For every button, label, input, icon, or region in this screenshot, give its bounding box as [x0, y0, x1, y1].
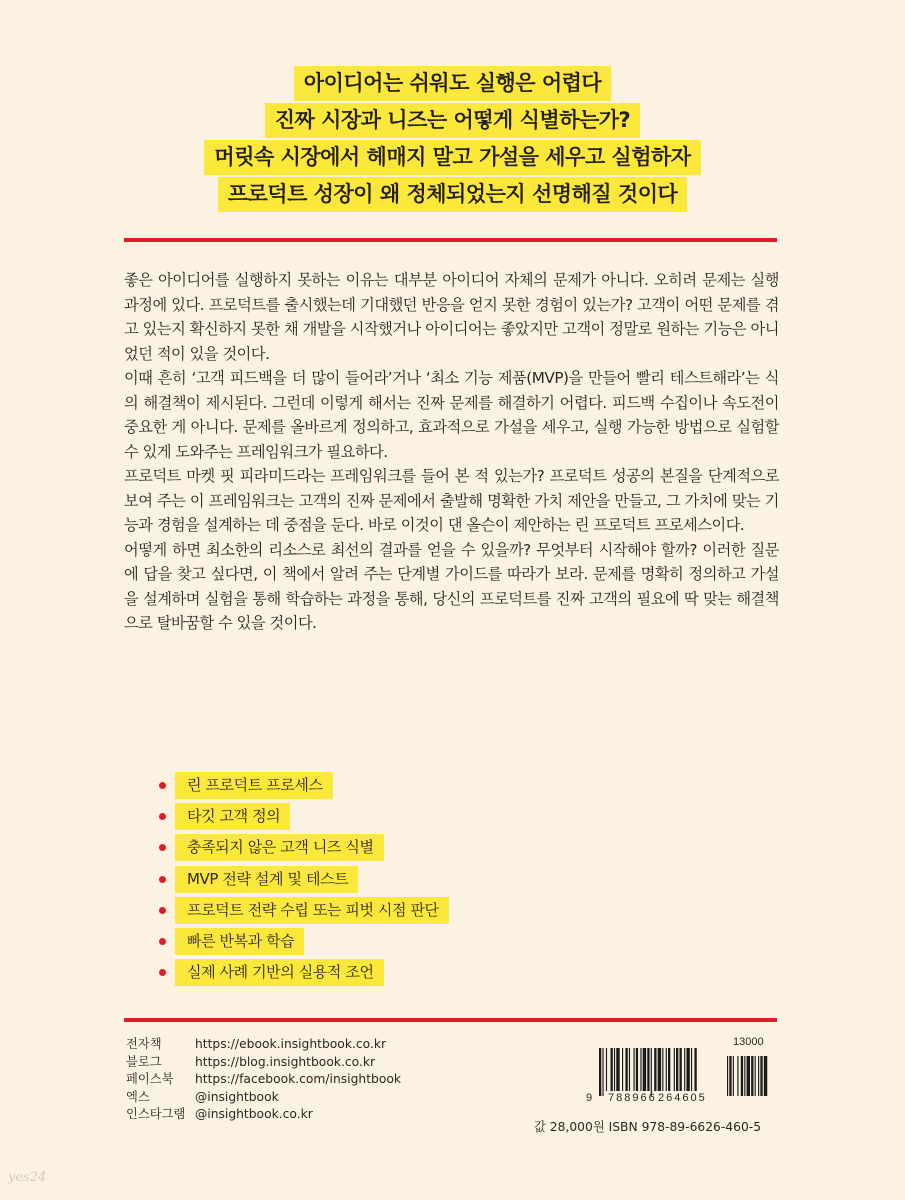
feature-list — [150, 772, 650, 990]
barcode-bar — [654, 1048, 656, 1091]
barcode-addon-bar — [729, 1056, 731, 1096]
link-row — [126, 1106, 401, 1124]
link-label: 전자책 — [126, 1037, 162, 1051]
link-row — [126, 1071, 401, 1089]
barcode-bar — [599, 1048, 601, 1096]
barcode-bar — [611, 1048, 613, 1091]
red-bullet-icon — [159, 876, 166, 883]
headline-line: 머릿속 시장에서 헤매지 말고 가설을 세우고 실험하자 — [204, 140, 700, 175]
red-bullet-icon — [159, 782, 166, 789]
barcode-addon-bar — [764, 1056, 767, 1096]
feature-label: MVP 전략 설계 및 테스트 — [175, 866, 358, 893]
barcode-bar — [643, 1048, 646, 1091]
feature-item — [150, 803, 650, 830]
link-label: 엑스 — [126, 1089, 150, 1104]
barcode-addon-bar — [737, 1056, 738, 1096]
link-row — [126, 1036, 401, 1054]
barcode-bar — [640, 1048, 641, 1091]
body-paragraph: 어떻게 하면 최소한의 리소스로 최선의 결과를 얻을 수 있을까? 무엇부터 시작해야 할까? 이러한 질문에 답을 찾고 싶다면, 이 책에서 알려 주는 단계별 가이드를 따라가 보라. 문제를 명확히 정의하고 가설을 설계하며 실험을 통해 학습하는 과정을 통해, 당신의 프로덕트를 진짜 고객의 필요에 딱 맞는 해결책으로 탈바꿈할 수 있을 것이다. — [124, 540, 779, 632]
red-bullet-icon — [159, 907, 166, 914]
feature-item — [150, 834, 650, 861]
link-row — [126, 1054, 401, 1072]
barcode-bar — [686, 1048, 689, 1091]
barcode-digits-left: 788966 — [608, 1092, 657, 1104]
body-paragraph: 좋은 아이디어를 실행하지 못하는 이유는 대부분 아이디어 자체의 문제가 아니다. 오히려 문제는 실행 과정에 있다. 프로덕트를 출시했는데 기대했던 반응을 얻지 못한 경험이 있는가? 고객이 어떤 문제를 겪고 있는지 확신하지 못한 채 개발을 시작했거나 아이디어는 좋았지만 고객이 정말로 원하는 기능은 아니었던 적이 있을 것이다. — [124, 271, 779, 363]
barcode-bar — [647, 1048, 649, 1091]
body-paragraph: 프로덕트 마켓 핏 피라미드라는 프레임워크를 들어 본 적 있는가? 프로덕트 성공의 본질을 단계적으로 보여 주는 이 프레임워크는 고객의 진짜 문제에서 출발해 명확한 가치 제안을 만들고, 그 가치에 맞는 기능과 경험을 설계하는 데 중점을 둔다. 바로 이것이 댄 올슨이 제안하는 린 프로덕트 프로세스이다. — [124, 467, 779, 534]
feature-label: 충족되지 않은 고객 니즈 식별 — [175, 834, 384, 861]
link-value[interactable]: @insightbook.co.kr — [195, 1107, 313, 1122]
link-label: 블로그 — [126, 1054, 162, 1069]
barcode-bar — [602, 1048, 603, 1096]
red-bullet-icon — [159, 969, 166, 976]
barcode-bar — [658, 1048, 661, 1091]
feature-label: 빠른 반복과 학습 — [175, 928, 304, 955]
publisher-links — [126, 1036, 401, 1124]
barcode-bar — [666, 1048, 667, 1091]
red-bullet-icon — [159, 844, 166, 851]
barcode-addon-bar — [751, 1056, 753, 1096]
barcode-addon-number: 13000 — [733, 1036, 764, 1048]
feature-item — [150, 866, 650, 893]
barcode-bar — [616, 1048, 619, 1091]
feature-item — [150, 897, 650, 924]
feature-label: 실제 사례 기반의 실용적 조언 — [175, 959, 384, 986]
barcode-bar — [606, 1048, 607, 1091]
barcode-bar — [629, 1048, 630, 1091]
barcode-bar — [694, 1048, 696, 1091]
barcode-addon-bar — [744, 1056, 745, 1096]
feature-label: 타깃 고객 정의 — [175, 803, 290, 830]
link-label: 페이스북 — [126, 1072, 174, 1087]
headline-block — [0, 64, 905, 212]
headline-line: 진짜 시장과 니즈는 어떻게 식별하는가? — [265, 103, 641, 138]
barcode-addon-bar — [747, 1056, 750, 1096]
link-value[interactable]: https://blog.insightbook.co.kr — [195, 1054, 376, 1069]
barcode-addon-bar — [760, 1056, 762, 1096]
barcode-bar — [622, 1048, 623, 1091]
bottom-red-divider — [124, 1018, 777, 1022]
link-label: 인스타그램 — [126, 1107, 186, 1122]
top-red-divider — [124, 238, 777, 242]
barcode-bar — [651, 1048, 652, 1096]
barcode-bar — [674, 1048, 675, 1091]
barcode-addon-bar — [741, 1056, 743, 1096]
link-value[interactable]: https://ebook.insightbook.co.kr — [195, 1037, 387, 1051]
barcode-addon-bar — [758, 1056, 759, 1096]
barcode-bar — [614, 1048, 615, 1091]
headline-line: 프로덕트 성장이 왜 정체되었는지 선명해질 것이다 — [218, 177, 688, 212]
barcode-digits-right: 264605 — [658, 1092, 707, 1104]
barcode-bar — [676, 1048, 678, 1091]
link-value[interactable]: https://facebook.com/insightbook — [195, 1072, 401, 1087]
barcode-bar — [668, 1048, 670, 1091]
feature-label: 린 프로덕트 프로세스 — [175, 772, 333, 799]
barcode-bar — [662, 1048, 663, 1091]
barcode-bar — [684, 1048, 685, 1091]
headline-line: 아이디어는 쉬워도 실행은 어렵다 — [294, 66, 611, 101]
red-bullet-icon — [159, 938, 166, 945]
feature-label: 프로덕트 전략 수립 또는 피벗 시점 판단 — [175, 897, 449, 924]
barcode-bar — [680, 1048, 682, 1091]
watermark: yes24 — [8, 1170, 47, 1185]
barcode-digit-first: 9 — [586, 1092, 593, 1104]
barcode-bar — [625, 1048, 627, 1091]
link-row — [126, 1089, 401, 1107]
feature-item — [150, 772, 650, 799]
link-value[interactable]: @insightbook — [195, 1089, 279, 1104]
price-isbn: 값 28,000원 ISBN 978-89-6626-460-5 — [534, 1120, 762, 1134]
barcode-bar — [636, 1048, 638, 1091]
barcode-bar — [691, 1048, 692, 1091]
barcode-addon-bar — [727, 1056, 728, 1096]
body-paragraph: 이때 흔히 ‘고객 피드백을 더 많이 들어라’거나 ‘최소 기능 제품(MVP)을 만들어 빨리 테스트해라’는 식의 해결책이 제시된다. 그런데 이렇게 해서는 진짜 문제를 해결하기 어렵다. 피드백 수집이나 속도전이 중요한 게 아니다. 문제를 올바르게 정의하고, 효과적으로 가설을 세우고, 실행 가능한 방법으로 실험할 수 있게 도와주는 프레임워크가 필요하다. — [124, 369, 779, 461]
body-text — [124, 268, 779, 636]
barcode-addon-bar — [733, 1056, 734, 1096]
feature-item — [150, 959, 650, 986]
red-bullet-icon — [159, 813, 166, 820]
barcode-addon-bar — [755, 1056, 756, 1096]
barcode-bar — [634, 1048, 635, 1091]
feature-item — [150, 928, 650, 955]
